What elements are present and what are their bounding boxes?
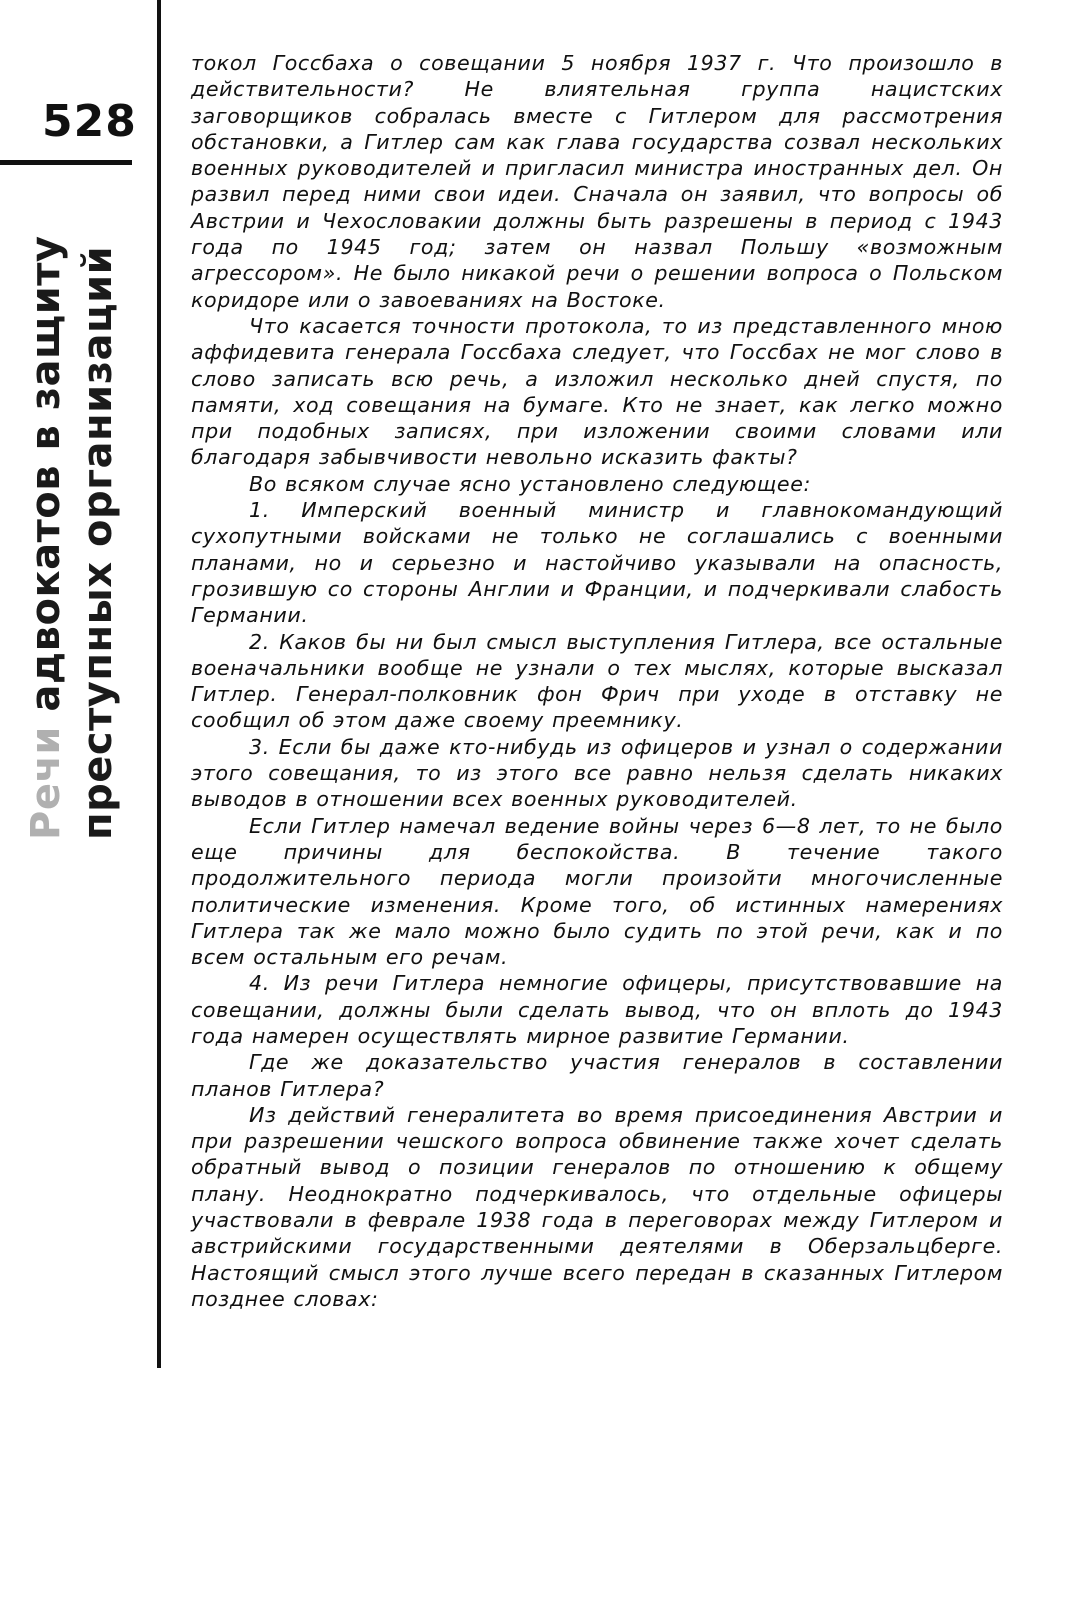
running-title-line-1 <box>20 220 72 840</box>
paragraph: Из действий генералитета во время присоединения Австрии и при разрешении чешского вопроса обвинение также хочет сделать обратный вывод о позиции генералов по отношению к общему плану. Неоднократно подчеркивалось, что отдельные офицеры участвовали в феврале 1938 года в переговорах между Гитлером и австрийскими государственными деятелями в Оберзальцберге. Настоящий смысл этого лучше всего передан в сказанных Гитлером позднее словах: <box>191 1102 1003 1311</box>
running-title-line-1-text: адвокатов в защиту <box>23 235 69 712</box>
margin-rule <box>157 0 161 1368</box>
page-number-rule <box>0 160 132 165</box>
running-title-line-2: преступных организаций <box>75 245 121 840</box>
paragraph: 1. Имперский военный министр и главнокомандующий сухопутными войсками не только не соглашались с военными планами, но и серьезно и настойчиво указывали на опасность, грозившую со стороны Англии и Франции, и подчеркивали слабость Германии. <box>191 498 1003 628</box>
running-title <box>20 220 140 840</box>
paragraph: Что касается точности протокола, то из представленного мною аффидевита генерала Госсбаха следует, что Госсбах не мог слово в слово записать всю речь, а изложил несколько дней спустя, по памяти, ход совещания на бумаге. Кто не знает, как легко можно при подобных записях, при изложении своими словами или благодаря забывчивости невольно исказить факты? <box>191 313 1003 470</box>
paragraph: Если Гитлер намечал ведение войны через 6—8 лет, то не было еще причины для беспокойства. В течение такого продолжительного периода могли произойти многочисленные политические изменения. Кроме того, об истинных намерениях Гитлера так же мало можно было судить по этой речи, как и по всем остальным его речам. <box>191 813 1003 970</box>
page-number: 528 <box>42 96 137 147</box>
running-title-faint-word: Речи <box>23 726 69 840</box>
paragraph: 4. Из речи Гитлера немногие офицеры, присутствовавшие на совещании, должны были сделать вывод, что он вплоть до 1943 года намерен осуществлять мирное развитие Германии. <box>191 971 1003 1048</box>
paragraph: 2. Каков бы ни был смысл выступления Гитлера, все остальные военачальники вообще не узнали о тех мыслях, которые высказал Гитлер. Генерал-полковник фон Фрич при уходе в отставку не сообщил об этом даже своему преемнику. <box>191 629 1003 733</box>
paragraph: токол Госсбаха о совещании 5 ноября 1937 г. Что произошло в действительности? Не влиятельная группа нацистских заговорщиков собралась вместе с Гитлером для рассмотрения обстановки, а Гитлер сам как глава государства созвал нескольких военных руководителей и пригласил министра иностранных дел. Он развил перед ними свои идеи. Сначала он заявил, что вопросы об Австрии и Чехословакии должны быть разрешены в период с 1943 года по 1945 год; затем он назвал Польшу «возможным агрессором». Не было никакой речи о решении вопроса о Польском коридоре или о завоеваниях на Востоке. <box>191 51 1003 312</box>
paragraph: 3. Если бы даже кто-нибудь из офицеров и узнал о содержании этого совещания, то из этого все равно нельзя сделать никаких выводов в отношении всех военных руководителей. <box>191 734 1003 812</box>
paragraph: Во всяком случае ясно установлено следующее: <box>249 471 812 496</box>
paragraph: Где же доказательство участия генералов в составлении планов Гитлера? <box>191 1050 1003 1101</box>
body-text <box>191 50 1003 1312</box>
